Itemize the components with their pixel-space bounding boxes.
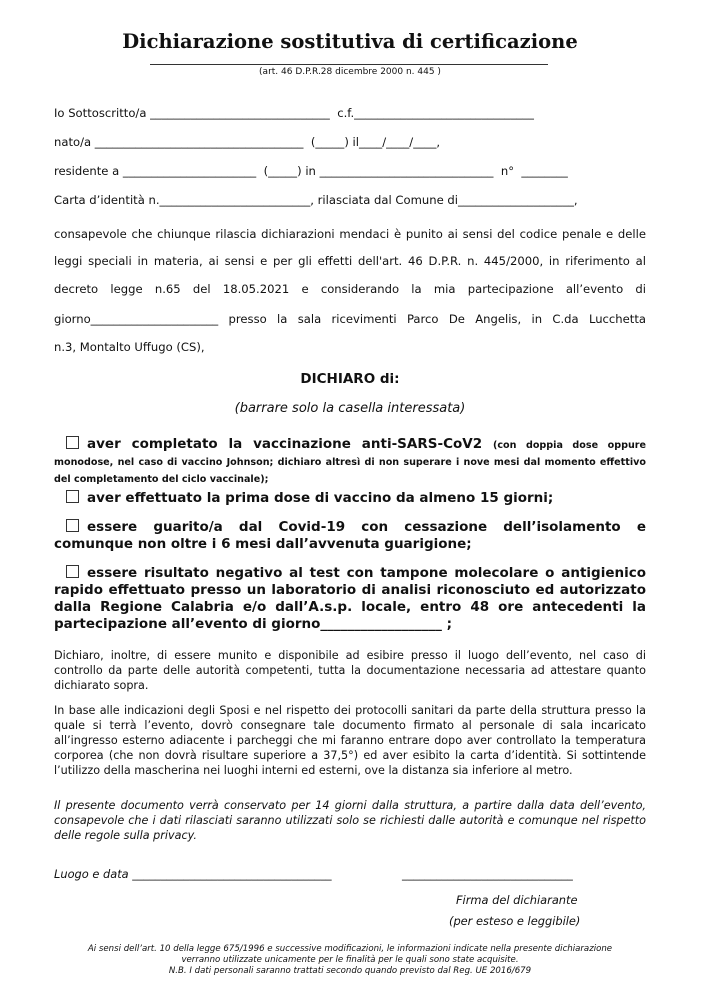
option-guarito bbox=[54, 519, 646, 553]
signature-line: ______________________________ bbox=[402, 867, 573, 881]
checkbox[interactable] bbox=[66, 490, 79, 503]
footer-line: Ai sensi dell’art. 10 della legge 675/1996 e successive modificazioni, le informazioni indicate nella presente dichiarazione bbox=[87, 944, 613, 954]
footer-line: N.B. I dati personali saranno trattati secondo quando previsto dal Reg. UE 2016/679 bbox=[168, 966, 532, 976]
paragraph-dichiaro-inoltre: Dichiaro, inoltre, di essere munito e disponibile ad esibire presso il luogo dell’evento, nel caso di controllo da parte delle autorità competenti, tutta la documentazione necessaria ad attestare quanto dichiarato sopra. bbox=[54, 649, 646, 692]
footer-line: verranno utilizzate unicamente per le finalità per le quali sono state acquisite. bbox=[181, 955, 519, 965]
option-test-negativo bbox=[54, 565, 646, 633]
option-text: essere guarito/a dal Covid-19 con cessazione dell’isolamento e comunque non oltre i 6 mesi dall’avvenuta guarigione; bbox=[54, 519, 646, 552]
title-underline bbox=[150, 64, 548, 65]
consapevole-line: decreto legge n.65 del 18.05.2021 e considerando la mia partecipazione all’evento di bbox=[54, 282, 646, 296]
footer-note bbox=[40, 944, 660, 977]
consapevole-line: n.3, Montalto Uffugo (CS), bbox=[54, 340, 205, 354]
consapevole-line: leggi speciali in materia, ai sensi e per gli effetti dell'art. 46 D.P.R. n. 445/2000, in riferimento al bbox=[54, 254, 646, 268]
document-subtitle: (art. 46 D.P.R.28 dicembre 2000 n. 445 ) bbox=[259, 67, 441, 77]
paragraph-indicazioni: In base alle indicazioni degli Sposi e nel rispetto dei protocolli sanitari da parte della struttura presso la quale si terrà l’evento, dovrò consegnare tale documento firmato al personale di sala incaricato all’ingresso esterno adiacente i parcheggi che mi faranno entrare dopo aver controllato la temperatura corporea (che non dovrà risultare superiore a 37,5°) ed aver esibito la carta d’identità. Si sottintende l’utilizzo della mascherina nei luoghi interni ed esterni, ove la distanza sia inferiore al metro. bbox=[54, 704, 646, 777]
option-vaccinazione bbox=[54, 436, 646, 487]
paragraph-privacy: Il presente documento verrà conservato per 14 giorni dalla struttura, a partire dalla data dell’evento, consapevole che i dati rilasciati saranno utilizzati solo se richiesti dalle autorità e comunque nel rispetto delle regole sulla privacy. bbox=[54, 799, 646, 842]
checkbox[interactable] bbox=[66, 436, 79, 449]
form-line-residence: residente a _______________________ (_____) in ______________________________ n° ________ bbox=[54, 164, 568, 178]
option-prima-dose bbox=[54, 490, 646, 507]
form-line-id-card: Carta d’identità n.__________________________, rilasciata dal Comune di____________________, bbox=[54, 193, 578, 207]
consapevole-line: consapevole che chiunque rilascia dichiarazioni mendaci è punito ai sensi del codice penale e delle bbox=[54, 227, 646, 241]
checkbox[interactable] bbox=[66, 519, 79, 532]
option-note: (con doppia dose oppure monodose, nel caso di vaccino Johnson; dichiaro altresì di non superare i nove mesi dal momento effettivo del completamento del ciclo vaccinale); bbox=[54, 440, 647, 485]
consapevole-line: giorno______________________ presso la sala ricevimenti Parco De Angelis, in C.da Lucchetta bbox=[54, 312, 646, 326]
dichiaro-heading: DICHIARO di: bbox=[300, 371, 400, 387]
dichiaro-instruction: (barrare solo la casella interessata) bbox=[234, 401, 466, 416]
document-title: Dichiarazione sostitutiva di certificazione bbox=[122, 30, 578, 53]
checkbox[interactable] bbox=[66, 565, 79, 578]
form-line-name: Io Sottoscritto/a _______________________________ c.f._______________________________ bbox=[54, 106, 534, 120]
firma-note: (per esteso e leggibile) bbox=[449, 914, 581, 928]
form-line-birth: nato/a ____________________________________ (_____) il____/____/____, bbox=[54, 135, 441, 149]
luogo-data: Luogo e data ___________________________________ bbox=[54, 867, 332, 881]
firma-label: Firma del dichiarante bbox=[456, 893, 578, 907]
option-text: essere risultato negativo al test con tampone molecolare o antigienico rapido effettuato presso un laboratorio di analisi riconosciuto ed autorizzato dalla Regione Calabria e/o dall’A.s.p. locale, entro 48 ore antecedenti la partecipazione all’evento di giorno__________________ ; bbox=[54, 565, 646, 632]
option-text: aver completato la vaccinazione anti-SARS-CoV2 bbox=[87, 436, 483, 452]
option-text: aver effettuato la prima dose di vaccino da almeno 15 giorni; bbox=[87, 490, 554, 506]
